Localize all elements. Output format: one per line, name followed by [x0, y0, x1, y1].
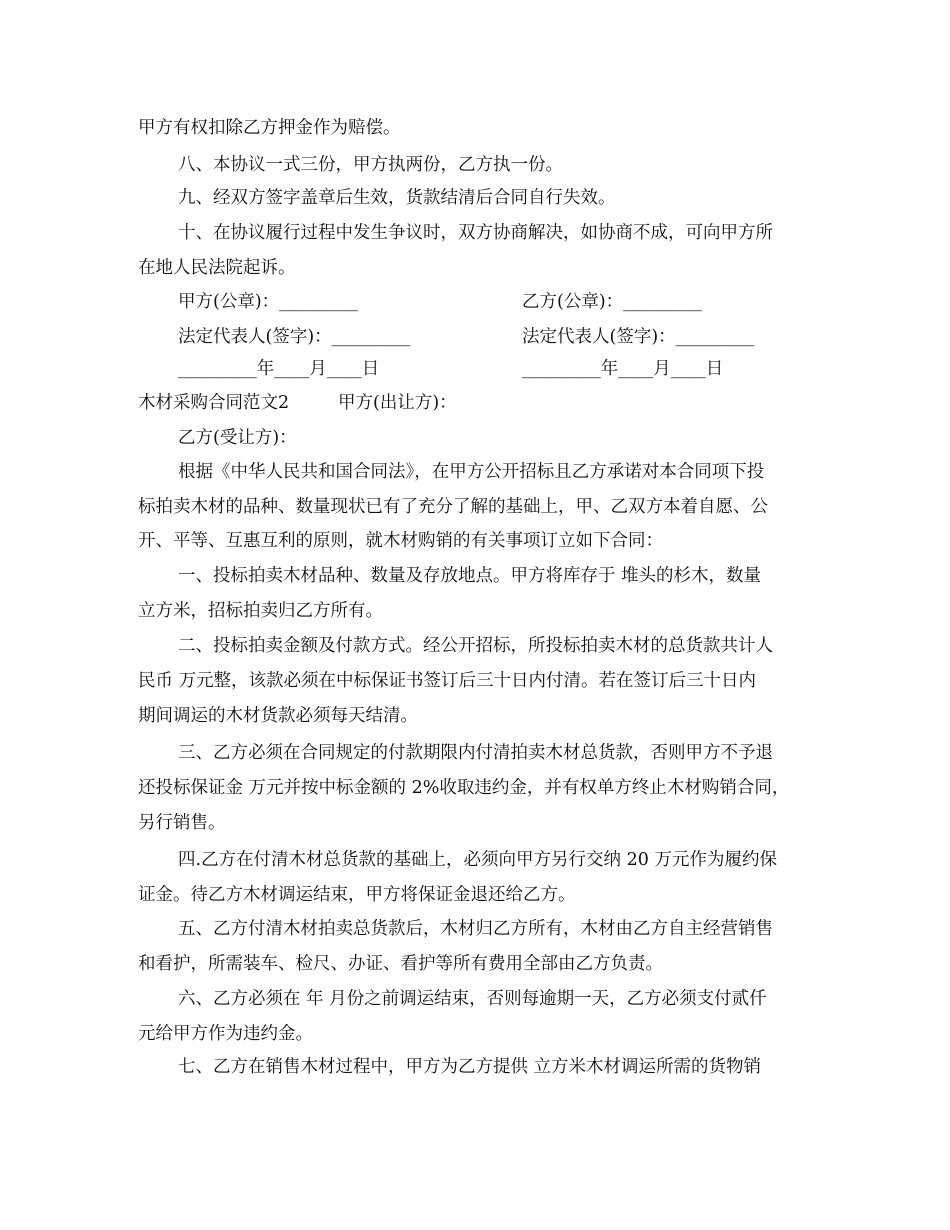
body-line: 五、乙方付清木材拍卖总货款后，木材归乙方所有，木材由乙方自主经营销售: [178, 919, 773, 939]
signature-row-rep-b: [0, 322, 950, 352]
party-b-representative: 法定代表人(签字)：_________: [522, 327, 755, 347]
body-line: 根据《中华人民共和国合同法》，在甲方公开招标且乙方承诺对本合同项下投: [178, 462, 765, 482]
contract2-party-b: 乙方(受让方)：: [178, 428, 297, 448]
party-b-seal: 乙方(公章)：_________: [522, 292, 702, 312]
body-line: 立方米，招标拍卖归乙方所有。: [138, 601, 383, 621]
signature-row-date-b: [0, 354, 950, 384]
party-a-seal: 甲方(公章)：_________: [178, 292, 358, 312]
party-a-representative: 法定代表人(签字)：_________: [178, 327, 411, 347]
contract2-title: 木材采购合同范文2: [138, 393, 290, 413]
body-line: 元给甲方作为违约金。: [138, 1024, 313, 1044]
clause-10-cont: 在地人民法院起诉。: [138, 258, 296, 278]
body-line: 三、乙方必须在合同规定的付款期限内付清拍卖木材总货款，否则甲方不予退: [178, 743, 773, 763]
body-line: 还投标保证金 万元并按中标金额的 2%收取违约金，并有权单方终止木材购销合同，: [138, 778, 790, 798]
body-line: 四.乙方在付清木材总货款的基础上，必须向甲方另行交纳 20 万元作为履约保: [178, 850, 777, 870]
body-line: 开、平等、互惠互利的原则，就木材购销的有关事项订立如下合同：: [138, 531, 663, 551]
body-line: 七、乙方在销售木材过程中，甲方为乙方提供 立方米木材调运所需的货物销: [178, 1057, 762, 1077]
party-a-date: _________年____月____日: [178, 359, 380, 379]
body-line: 六、乙方必须在 年 月份之前调运结束，否则每逾期一天，乙方必须支付贰仟: [178, 989, 767, 1009]
body-line: 标拍卖木材的品种、数量现状已有了充分了解的基础上，甲、乙双方本着自愿、公: [138, 497, 768, 517]
signature-row-seal-b: [0, 287, 950, 317]
clause-9: 九、经双方签字盖章后生效，货款结清后合同自行失效。: [178, 188, 616, 208]
clause-8: 八、本协议一式三份，甲方执两份，乙方执一份。: [178, 155, 563, 175]
body-line: 另行销售。: [138, 813, 226, 833]
clause-10: 十、在协议履行过程中发生争议时，双方协商解决，如协商不成，可向甲方所: [178, 223, 773, 243]
body-line: 民币 万元整，该款必须在中标保证书签订后三十日内付清。若在签订后三十日内: [138, 671, 757, 691]
body-line: 和看护，所需装车、检尺、办证、看护等所有费用全部由乙方负责。: [138, 954, 663, 974]
body-line: 期间调运的木材货款必须每天结清。: [138, 706, 418, 726]
contract2-party-a: 甲方(出让方)：: [338, 393, 457, 413]
party-b-date: _________年____月____日: [522, 359, 724, 379]
body-line: 一、投标拍卖木材品种、数量及存放地点。甲方将库存于 堆头的杉木，数量: [178, 566, 762, 586]
body-line: 二、投标拍卖金额及付款方式。经公开招标，所投标拍卖木材的总货款共计人: [178, 636, 773, 656]
body-line: 证金。待乙方木材调运结束，甲方将保证金退还给乙方。: [138, 885, 576, 905]
contract2-heading-row: [138, 388, 950, 418]
text-line: 甲方有权扣除乙方押金作为赔偿。: [138, 118, 401, 138]
